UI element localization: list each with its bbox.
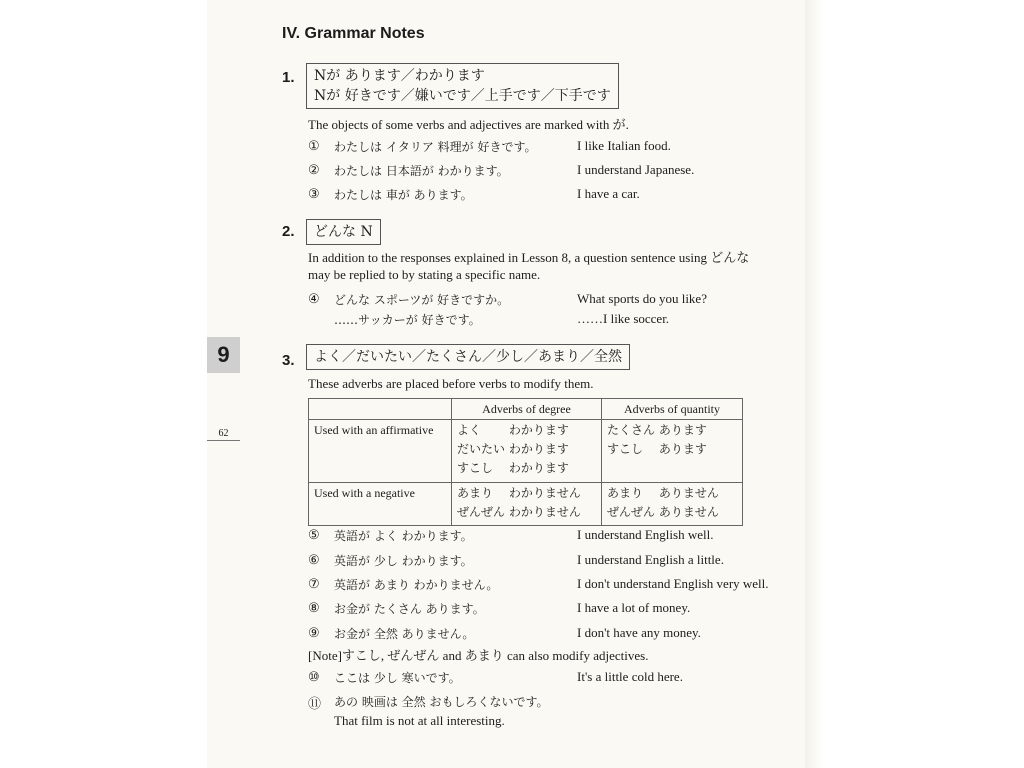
note-3-usage-note: [Note]すこし, ぜんぜん and あまり can also modify adjectives. (308, 648, 649, 663)
example-marker: ④ (308, 291, 320, 306)
example-english-reply: ……I like soccer. (577, 311, 670, 326)
note-2-description-line-2: may be replied to by stating a specific name. (308, 267, 541, 282)
row-label: Used with a negative (314, 486, 415, 500)
note-3-pattern: よく／だいたい／たくさん／少し／あまり／全然 (314, 349, 622, 365)
example-japanese: ここは 少し 寒いです。 (334, 671, 461, 685)
note-1-number: 1. (282, 69, 295, 86)
example-english: I don't understand English very well. (577, 576, 769, 591)
example-english: I understand Japanese. (577, 162, 695, 177)
table-cell-line: たくさん あります (607, 423, 707, 437)
header-adverbs-of-quantity: Adverbs of quantity (602, 399, 743, 420)
note-2-number: 2. (282, 223, 295, 240)
note-1-pattern-1: Nが あります／わかります (314, 68, 485, 84)
example-japanese: わたしは 日本語が わかります。 (334, 164, 509, 178)
note-2-description-line-1: In addition to the responses explained in Lesson 8, a question sentence using どんな (308, 250, 750, 265)
example-english: I like Italian food. (577, 138, 671, 153)
header-adverbs-of-degree: Adverbs of degree (452, 399, 602, 420)
note-3-pattern-box (306, 344, 630, 370)
example-marker: ① (308, 138, 320, 153)
example-english: That film is not at all interesting. (334, 713, 505, 728)
section-title: IV. Grammar Notes (282, 25, 425, 42)
example-english: I have a car. (577, 186, 640, 201)
negative-quantity-cell (602, 483, 743, 526)
example-marker: ⑪ (308, 696, 322, 711)
example-japanese-reply: ……サッカーが 好きです。 (334, 313, 481, 327)
table-row (309, 420, 743, 483)
example-english: What sports do you like? (577, 291, 707, 306)
chapter-tab: 9 (207, 337, 240, 373)
page-edge-shadow (805, 0, 823, 768)
note-3-number: 3. (282, 352, 295, 369)
note-1-pattern-2: Nが 好きです／嫌いです／上手です／下手です (314, 88, 611, 104)
example-marker: ③ (308, 186, 320, 201)
example-japanese: お金が たくさん あります。 (334, 602, 485, 616)
affirmative-quantity-cell (602, 420, 743, 483)
example-marker: ⑧ (308, 600, 320, 615)
example-japanese: 英語が 少し わかります。 (334, 554, 473, 568)
table-cell-line: よく わかります (457, 423, 569, 437)
example-marker: ⑨ (308, 625, 320, 640)
example-japanese: どんな スポーツが 好きですか。 (334, 293, 510, 307)
table-header-row (309, 399, 743, 420)
example-japanese: 英語が よく わかります。 (334, 529, 473, 543)
table-cell-line: すこし あります (607, 442, 707, 456)
example-japanese: あの 映画は 全然 おもしろくないです。 (334, 695, 549, 709)
example-japanese: わたしは 車が あります。 (334, 188, 473, 202)
example-english: I understand English well. (577, 527, 714, 542)
note-2-pattern: どんな N (314, 224, 373, 240)
example-english: It's a little cold here. (577, 669, 683, 684)
page-number: 62 (207, 428, 240, 441)
example-japanese: わたしは イタリア 料理が 好きです。 (334, 140, 537, 154)
table-cell-line: だいたい わかります (457, 442, 569, 456)
adverbs-table (308, 398, 743, 526)
table-cell-line: すこし わかります (457, 461, 569, 475)
example-marker: ⑥ (308, 552, 320, 567)
note-1-pattern-box (306, 63, 619, 109)
negative-degree-cell (452, 483, 602, 526)
note-1-description: The objects of some verbs and adjectives are marked with が. (308, 117, 629, 132)
example-marker: ⑩ (308, 669, 320, 684)
example-marker: ⑦ (308, 576, 320, 591)
example-japanese: 英語が あまり わかりません。 (334, 578, 499, 592)
note-2-pattern-box (306, 219, 381, 245)
table-cell-line: ぜんぜん わかりません (457, 505, 581, 519)
example-japanese: お金が 全然 ありません。 (334, 627, 475, 641)
row-label-affirmative (309, 420, 452, 483)
example-marker: ② (308, 162, 320, 177)
row-label: Used with an affirmative (314, 423, 434, 437)
example-marker: ⑤ (308, 527, 320, 542)
table-cell-line: ぜんぜん ありません (607, 505, 719, 519)
example-english: I have a lot of money. (577, 600, 691, 615)
note-3-description: These adverbs are placed before verbs to modify them. (308, 376, 594, 391)
table-corner-cell (309, 399, 452, 420)
table-row (309, 483, 743, 526)
example-english: I don't have any money. (577, 625, 701, 640)
row-label-negative (309, 483, 452, 526)
affirmative-degree-cell (452, 420, 602, 483)
table-cell-line: あまり ありません (607, 486, 719, 500)
table-cell-line: あまり わかりません (457, 486, 581, 500)
example-english: I understand English a little. (577, 552, 724, 567)
